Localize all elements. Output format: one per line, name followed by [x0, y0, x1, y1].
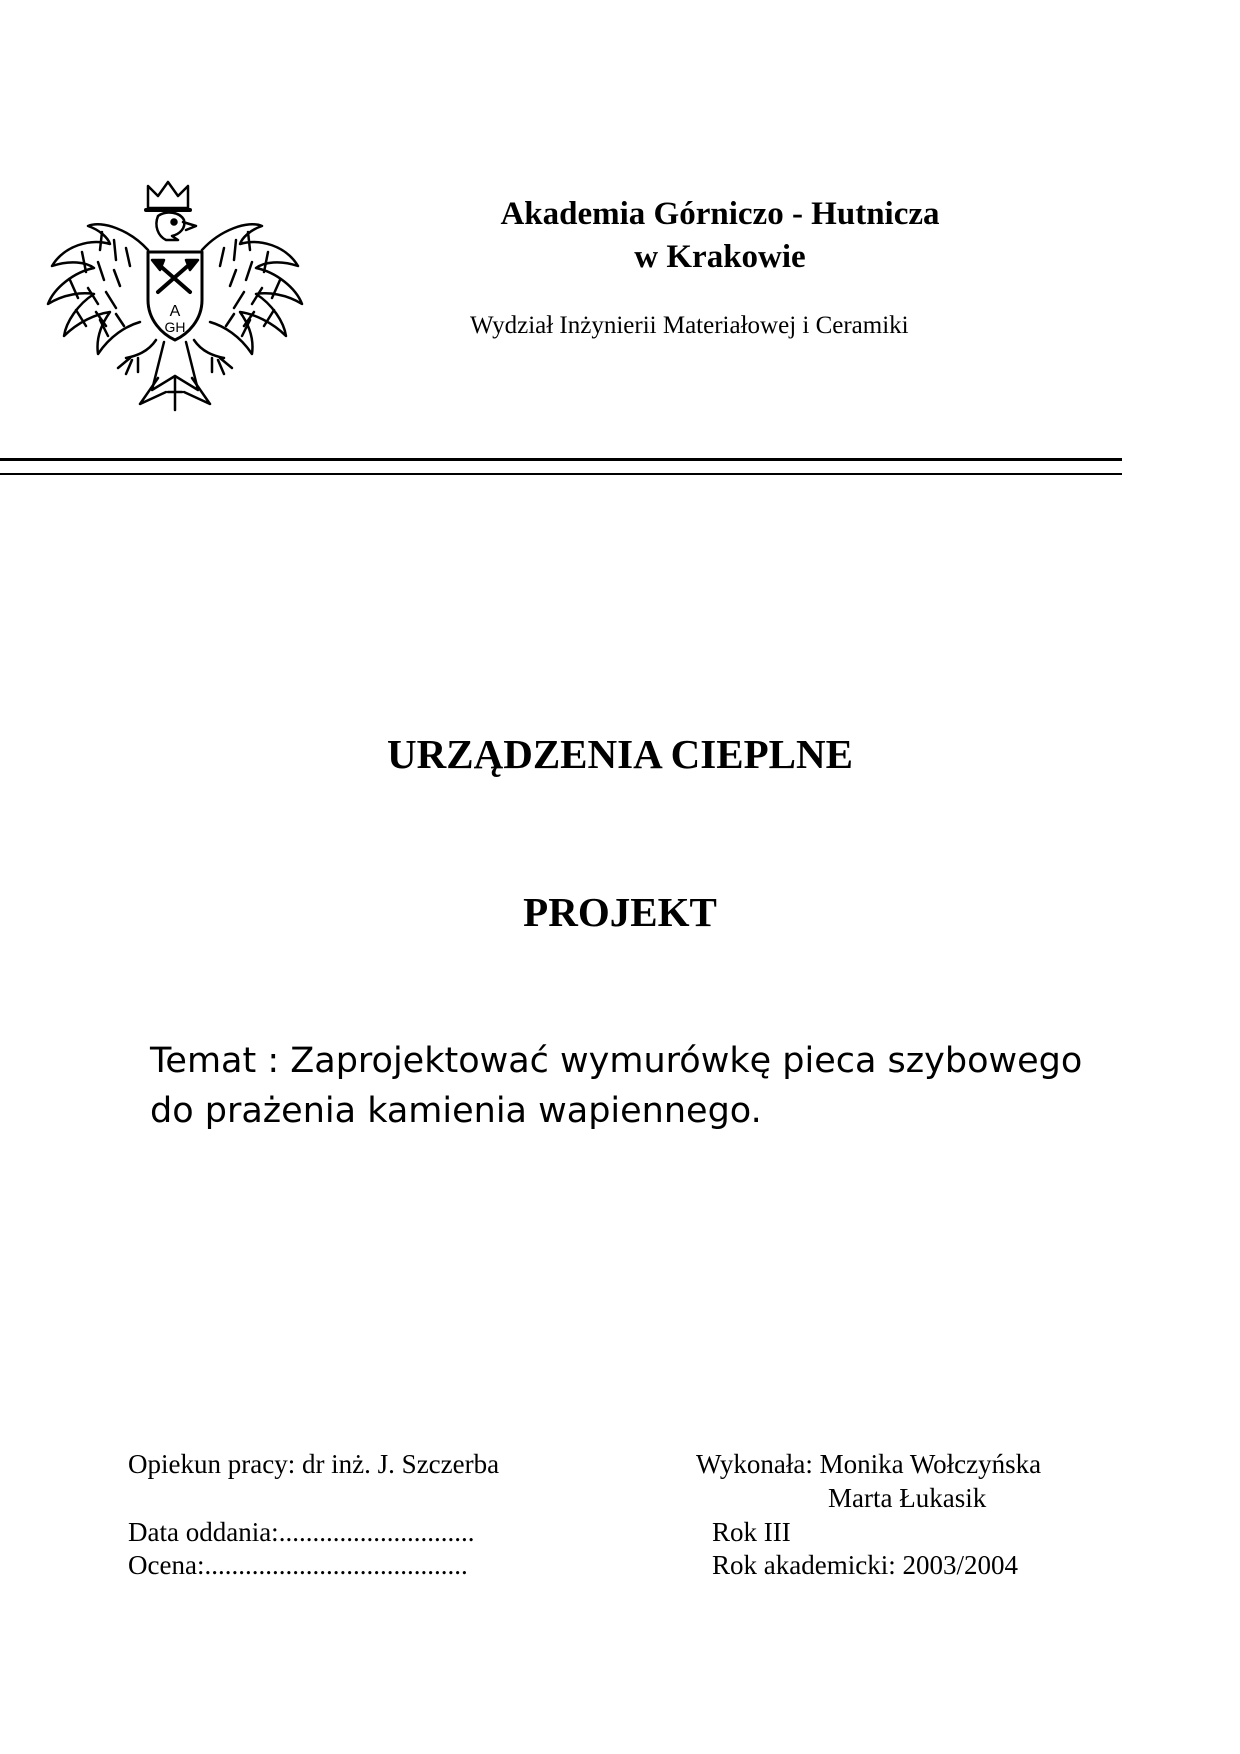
submission-date-field: Data oddania:.............................	[128, 1517, 475, 1547]
document-type-title: PROJEKT	[523, 889, 717, 935]
authors-info: Wykonała: Monika Wołczyńska	[696, 1449, 1042, 1479]
supervisor-info: Opiekun pracy: dr inż. J. Szczerba	[128, 1449, 500, 1479]
topic-line-1: Temat : Zaprojektować wymurówkę pieca szybowego	[150, 1041, 1083, 1081]
svg-text:A: A	[169, 303, 181, 320]
academic-year: Rok akademicki: 2003/2004	[712, 1550, 1018, 1580]
grade-field: Ocena:.......................................	[128, 1550, 468, 1580]
author-second-name: Marta Łukasik	[828, 1483, 987, 1513]
university-name-line2: w Krakowie	[634, 239, 806, 275]
course-title: URZĄDZENIA CIEPLNE	[387, 731, 853, 777]
faculty-name: Wydział Inżynierii Materiałowej i Ceramiki	[470, 312, 909, 339]
university-name-line1: Akademia Górniczo - Hutnicza	[500, 196, 940, 232]
study-year: Rok III	[712, 1517, 791, 1547]
agh-eagle-emblem-icon	[40, 180, 310, 415]
topic-line-2: do prażenia kamienia wapiennego.	[150, 1091, 762, 1131]
project-topic	[150, 1036, 1110, 1136]
header-divider-thin	[0, 473, 1122, 475]
svg-text:GH: GH	[164, 319, 186, 335]
header-divider-thick	[0, 458, 1122, 461]
